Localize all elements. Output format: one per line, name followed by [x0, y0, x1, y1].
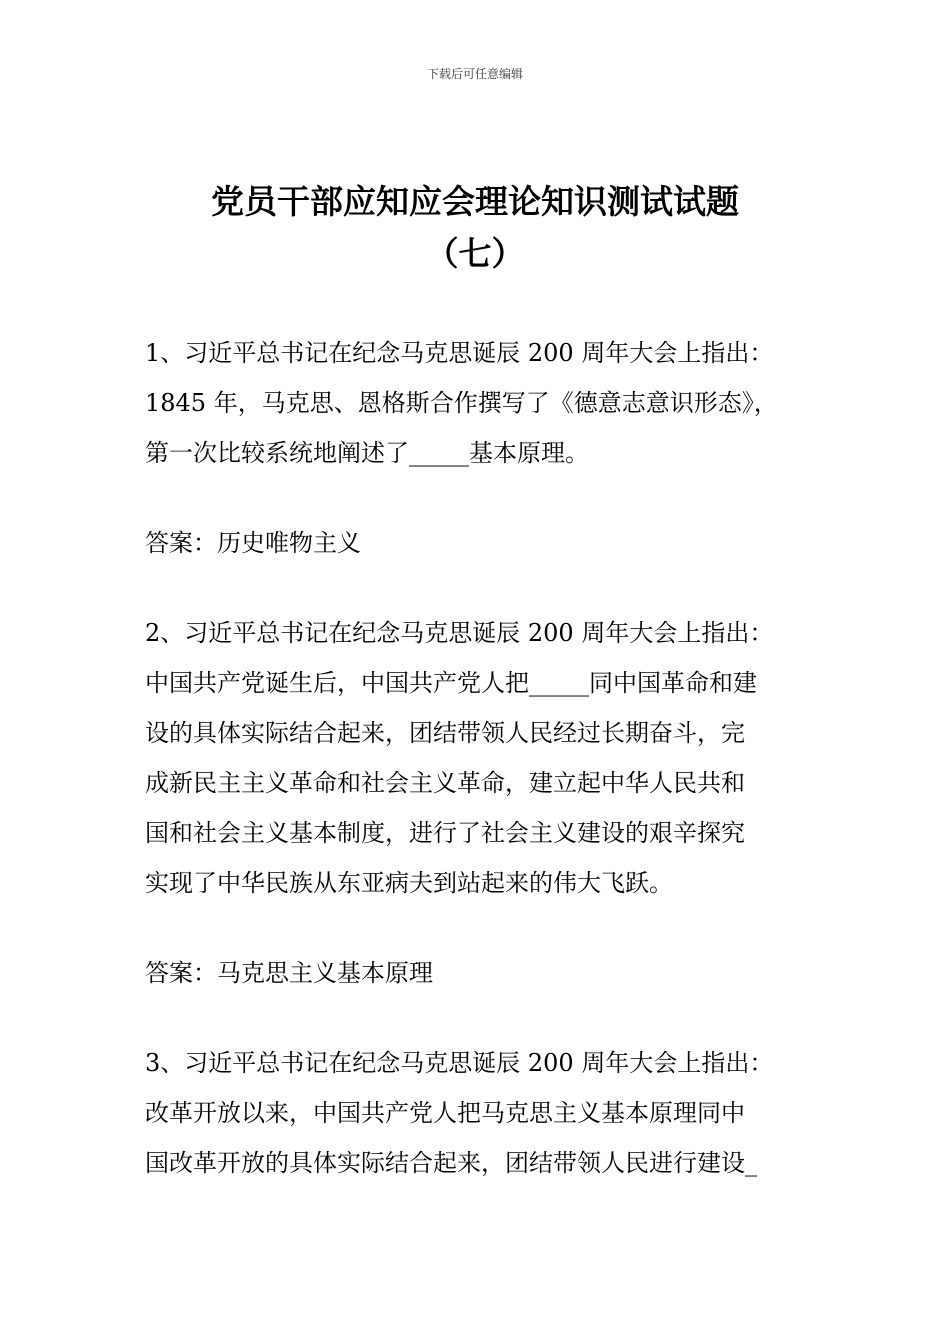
page-header: 下载后可任意编辑	[426, 67, 523, 81]
question-3-line-2: 改革开放以来，中国共产党人把马克思主义基本原理同中	[145, 1099, 745, 1127]
question-2-line-2: 中国共产党诞生后，中国共产党人把_____同中国革命和建	[145, 669, 757, 697]
answer-2	[145, 948, 815, 998]
answer-2-text: 答案：马克思主义基本原理	[145, 959, 433, 987]
question-2-line-5: 国和社会主义基本制度，进行了社会主义建设的艰辛探究	[145, 819, 745, 847]
document-title	[100, 176, 850, 280]
question-1	[145, 328, 815, 478]
answer-1-text: 答案：历史唯物主义	[145, 529, 361, 557]
question-2	[145, 608, 815, 908]
title-line-1: 党员干部应知应会理论知识测试试题	[211, 182, 739, 221]
question-1-line-1: 1、习近平总书记在纪念马克思诞辰 200 周年大会上指出：	[145, 339, 774, 367]
question-2-line-3: 设的具体实际结合起来，团结带领人民经过长期奋斗，完	[145, 719, 745, 747]
question-3	[145, 1038, 815, 1188]
question-1-line-2: 1845 年，马克思、恩格斯合作撰写了《德意志意识形态》，	[145, 389, 778, 417]
document-body	[145, 328, 815, 1228]
question-2-line-1: 2、习近平总书记在纪念马克思诞辰 200 周年大会上指出：	[145, 619, 774, 647]
question-2-line-4: 成新民主主义革命和社会主义革命，建立起中华人民共和	[145, 769, 745, 797]
question-1-line-3: 第一次比较系统地阐述了_____基本原理。	[145, 439, 589, 467]
question-2-line-6: 实现了中华民族从东亚病夫到站起来的伟大飞跃。	[145, 869, 673, 897]
question-3-line-3: 国改革开放的具体实际结合起来，团结带领人民进行建设_	[145, 1149, 757, 1177]
answer-1	[145, 518, 815, 568]
title-line-2: （七）	[425, 234, 525, 273]
question-3-line-1: 3、习近平总书记在纪念马克思诞辰 200 周年大会上指出：	[145, 1049, 774, 1077]
